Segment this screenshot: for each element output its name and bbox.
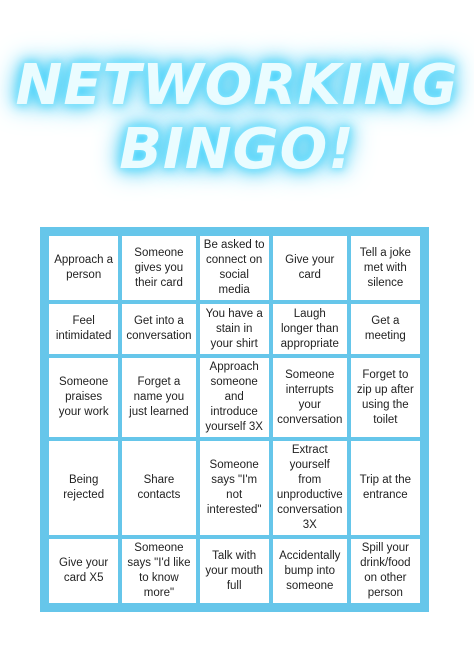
bingo-cell[interactable]: Extract yourself from unproductive conversation 3X	[273, 441, 347, 535]
bingo-cell[interactable]: Give your card X5	[49, 539, 118, 603]
bingo-cell[interactable]: Someone gives you their card	[122, 236, 195, 300]
bingo-cell[interactable]: Trip at the entrance	[351, 441, 420, 535]
bingo-cell[interactable]: Talk with your mouth full	[200, 539, 269, 603]
bingo-cell[interactable]: Feel intimidated	[49, 304, 118, 354]
title-line-2: BINGO!	[119, 117, 355, 182]
bingo-cell[interactable]: Someone says "I'd like to know more"	[122, 539, 195, 603]
bingo-cell[interactable]: Get into a conversation	[122, 304, 195, 354]
bingo-cell[interactable]: Laugh longer than appropriate	[273, 304, 347, 354]
title-line-1: NETWORKING	[15, 53, 459, 118]
page-title	[0, 40, 474, 190]
bingo-cell[interactable]: Forget a name you just learned	[122, 358, 195, 437]
bingo-cell[interactable]: Someone says "I'm not interested"	[200, 441, 269, 535]
bingo-cell[interactable]: Approach a person	[49, 236, 118, 300]
bingo-board	[40, 227, 429, 612]
bingo-cell[interactable]: Spill your drink/food on other person	[351, 539, 420, 603]
bingo-cell[interactable]: Get a meeting	[351, 304, 420, 354]
bingo-cell[interactable]: Someone interrupts your conversation	[273, 358, 347, 437]
bingo-cell[interactable]: Being rejected	[49, 441, 118, 535]
bingo-cell[interactable]: Give your card	[273, 236, 347, 300]
bingo-cell[interactable]: Forget to zip up after using the toilet	[351, 358, 420, 437]
bingo-cell[interactable]: You have a stain in your shirt	[200, 304, 269, 354]
bingo-cell[interactable]: Accidentally bump into someone	[273, 539, 347, 603]
bingo-cell[interactable]: Be asked to connect on social media	[200, 236, 269, 300]
bingo-grid	[49, 236, 420, 603]
bingo-cell[interactable]: Someone praises your work	[49, 358, 118, 437]
bingo-cell[interactable]: Share contacts	[122, 441, 195, 535]
bingo-cell[interactable]: Tell a joke met with silence	[351, 236, 420, 300]
bingo-cell[interactable]: Approach someone and introduce yourself 3X	[200, 358, 269, 437]
